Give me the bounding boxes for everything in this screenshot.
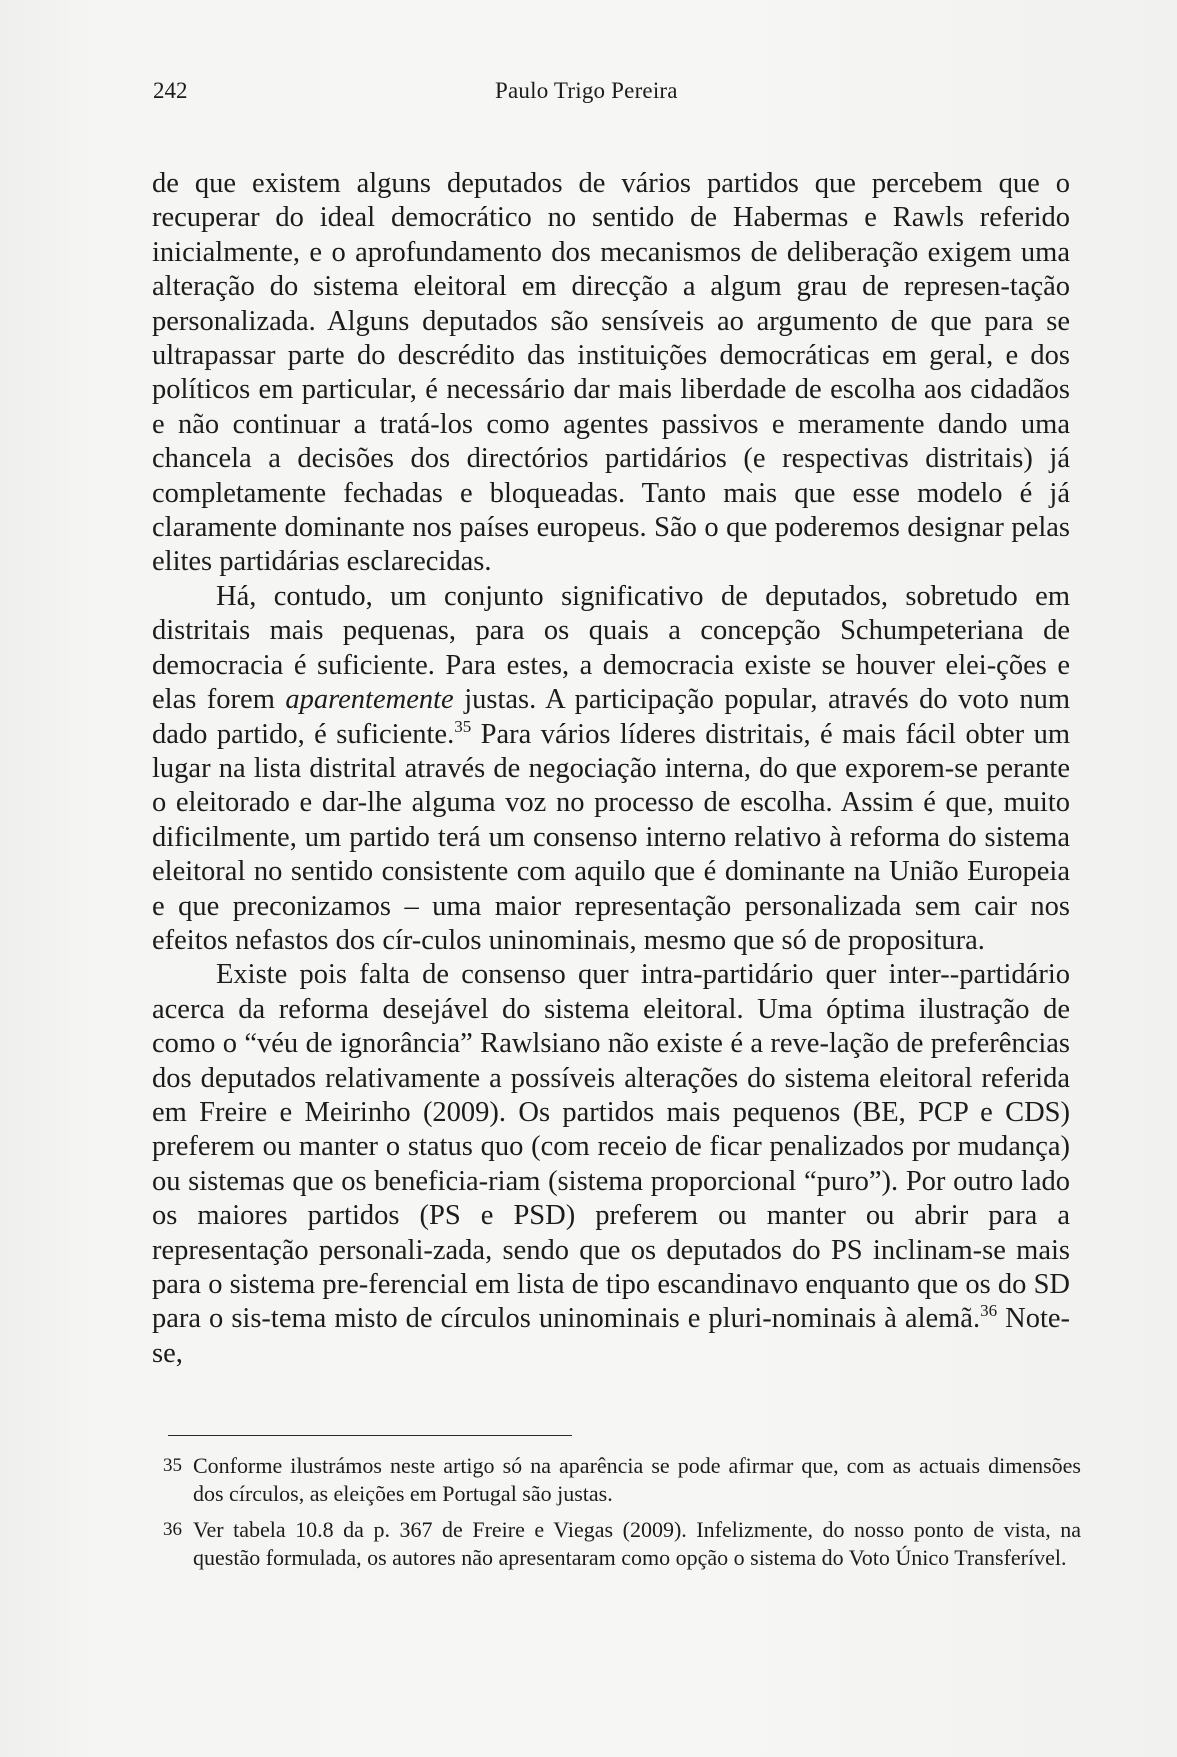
- paragraph-2-text-b: justas. A participação popular, através do voto num dado partido, é suficiente.: [152, 684, 1071, 750]
- paragraph-2-text-a: Há, contudo, um conjunto significativo de deputados, sobretudo em distritais mais pequenas, para os quais a concepção Schumpeteriana de democracia é suficiente. Para estes, a democracia existe se houver elei-ções e elas forem: [152, 580, 1070, 716]
- footnote-text: Ver tabela 10.8 da p. 367 de Freire e Viegas (2009). Infelizmente, do nosso ponto de vista, na questão formulada, os autores não apresentaram como opção o sistema do Voto Único Transferível.: [193, 1517, 1081, 1570]
- footnotes: [163, 1452, 1081, 1580]
- paragraph-3-text-a: Existe pois falta de consenso quer intra-partidário quer inter--partidário acerca da reforma desejável do sistema eleitoral. Uma óptima ilustração de como o “véu de ignorância” Rawlsiano não existe é a reve-lação de preferências dos deputados relativamente a possíveis alterações do sistema eleitoral referida em Freire e Meirinho (2009). Os partidos mais pequenos (BE, PCP e CDS) preferem ou manter o status quo (com receio de ficar penalizados por mudança) ou sistemas que os beneficia-riam (sistema proporcional “puro”). Por outro lado os maiores partidos (PS e PSD) preferem ou manter ou abrir para a representação personali-zada, sendo que os deputados do PS inclinam-se mais para o sistema pre-ferencial em lista de tipo escandinavo enquanto que os do SD para o sis-tema misto de círculos uninominais e pluri-nominais à alemã.: [152, 959, 1070, 1335]
- running-head-author: Paulo Trigo Pereira: [495, 78, 678, 103]
- footnote-divider: [168, 1435, 572, 1436]
- paragraph-1: [152, 167, 1070, 580]
- paragraph-1-text: de que existem alguns deputados de vários partidos que percebem que o recuperar do ideal democrático no sentido de Habermas e Rawls referido inicialmente, e o aprofundamento dos mecanismos de deliberação exigem uma alteração do sistema eleitoral em direcção a algum grau de represen-tação personalizada. Alguns deputados são sensíveis ao argumento de que para se ultrapassar parte do descrédito das instituições democráticas em geral, e dos políticos em particular, é necessário dar mais liberdade de escolha aos cidadãos e não continuar a tratá-los como agentes passivos e meramente dando uma chancela a decisões dos directórios partidários (e respectivas distritais) já completamente fechadas e bloqueadas. Tanto mais que esse modelo é já claramente dominante nos países europeus. São o que poderemos designar pelas elites partidárias esclarecidas.: [152, 168, 1070, 578]
- footnote-reference-36[interactable]: 36: [980, 1301, 998, 1321]
- paragraph-3-text-b: Note-se,: [152, 1303, 1071, 1369]
- paragraph-2: [152, 580, 1070, 958]
- footnote-35: [163, 1452, 1081, 1507]
- italic-emphasis: aparentemente: [285, 684, 454, 716]
- footnote-number: 35: [163, 1455, 182, 1476]
- footnote-number: 36: [163, 1519, 182, 1540]
- page-header: [153, 78, 1053, 112]
- footnote-reference-35[interactable]: 35: [454, 716, 472, 736]
- body-text: [152, 167, 1070, 1371]
- footnote-text: Conforme ilustrámos neste artigo só na aparência se pode afirmar que, com as actuais dimensões dos círculos, as eleições em Portugal são justas.: [193, 1453, 1081, 1506]
- paragraph-3: [152, 958, 1070, 1371]
- page-number: 242: [153, 78, 188, 103]
- paragraph-2-text-c: Para vários líderes distritais, é mais fácil obter um lugar na lista distrital através de negociação interna, do que exporem-se perante o eleitorado e dar-lhe alguma voz no processo de escolha. Assim é que, muito dificilmente, um partido terá um consenso interno relativo à reforma do sistema eleitoral no sentido consistente com aquilo que é dominante na União Europeia e que preconizamos – uma maior representação personalizada sem cair nos efeitos nefastos dos cír-culos uninominais, mesmo que só de propositura.: [152, 718, 1070, 956]
- footnote-36: [163, 1516, 1081, 1571]
